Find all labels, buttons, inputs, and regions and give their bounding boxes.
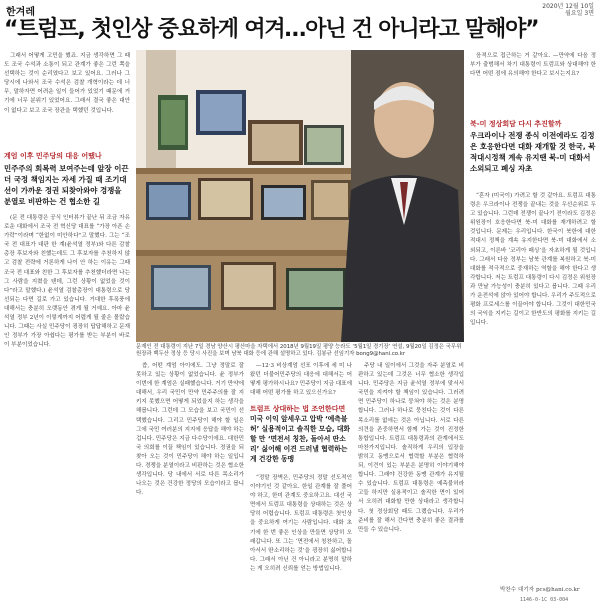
photo-caption-text: 문재인 전 대통령이 지난 7일 경남 양산시 평산마을 자택에서 2018년 9월19일 평양 능라도 ‘5월1일 경기장’ 연설, 9월20일 김정은 국무위원장과 백두산 정상 등 당시 사진을 보며 남북 대화 등에 관해 설명하고 있다.: [136, 344, 462, 357]
masthead: 한겨레: [6, 7, 35, 18]
subhead-north-us-summit: 북-미 정상회담 다시 추진할까: [470, 120, 562, 128]
column-6: [470, 52, 596, 114]
column-6-text: 음적으로 접근하는 거 같아요. —만약에 다음 정부가 출범해서 차기 대통령이 트럼프와 상대해야 한다면 어떤 점에 유의해야 한다고 보시는지요?: [470, 53, 596, 78]
reporter-credit: 박찬수 대기자 pcs@hani.co.kr: [500, 587, 580, 593]
column-1-text-2: (문 전 대통령은 공식 인터뷰가 끝난 뒤 조금 자유로운 대화에서 조국 전 혁신당 대표를 “가장 아픈 손가락”이라며 “한없이 미안하다”고 말했다. 그는 “조국 전 대표가 대판 한 계(윤석열 정부)와 다른 감찰총장 후보자와 친했는데도 그 후보자를 추천하지 않고 검찰 전략에 거론하게 나이 안 하는 이유는 그때 조국 전 대표와 친한 그 후보자를 추천했더라면 나는 그 사람을 지켰을 텐데, 그런 상황이 없었을 것이다”라고 말했다.) 윤석열 검찰총장이 대통령으로 당선되는 다면 길로 가고 있습니다. 거대한 후폭풍에 대해서는 충분히 오랫동안 겪게 될 거예요. 아마 윤석열 정부 2년이 이렇게까지 어렵게 될 줄은 몰랐습니다. 그때는 사실 민주당이 굉장히 답답해하고 문재인 정부가 가장 아쉽다는 평가를 받는 부분이 바로 이 부분이었습니다.: [4, 215, 130, 349]
page-date: 2020년 12월 10일: [542, 3, 594, 10]
column-1-text: 그래서 어떻게 고민을 했죠. 지금 생각하면 그 때도 조국 수석과 소통이 되고 관계가 좋은 그런 쪽을 선택하는 것이 순리였다고 보고 있어요. 그러나 그 당시에 나와서 조국 수석은 검찰 개혁이라는 데 너무, 말하자면 어려운 일이 들어가 있었기 때문에 거기에 너무 분위기 있었어요. 그래서 결국 좋은 대안이 없다고 보고 조국 장관을 택했던 것입니다.: [4, 53, 130, 114]
photo-caption: [136, 344, 464, 358]
column-4-text: —12·3 비상계엄 선포 이후에 세 미 나왔던 더불어민주당의 대응에 대해서는 어떻게 평가하시나요? 민주당이 지금 대표에 대해 어떤 평가를 하고 있으신가요?: [250, 363, 352, 397]
interview-photo: [136, 50, 464, 342]
column-1: [4, 52, 130, 144]
photo-credit: 김봉규 선임기자 bong9@hani.co.kr: [316, 351, 406, 357]
column-4-text-2: “정말 장벽은, 민주당의 정말 선도적인 이야기인 것 같아요. 한일 관계를 잘 풀어야 하고, 한미 관계도 중요하고요. 대선 국면에서 트럼프 대통령을 상대하는 것은 상당히 어렵습니다. 트럼프 대통령은 첫인상을 중요하게 여기는 사람입니다. 대화 초기에 한 번 좋은 인상을 만들면 상당히 오래갑니다. 또 그는 ‘면전에서 칭찬하고, 돌아서서 딴소리하는 것’을 굉장히 싫어합니다. 그래서 아닌 건 아니라고 분명히 말하는 게 오히려 신뢰를 얻는 방법입니다.: [250, 475, 352, 572]
subhead-martial-law: 계엄 이후 민주당의 대응 어땠나: [4, 152, 102, 160]
subhead-trump: 트럼프 상대하는 법 조언한다면: [250, 405, 346, 413]
column-6-text-2: “혼자 (미국이) 가려고 할 것 같아요. 트럼프 대통령은 우크라이나 전쟁을 끝내는 것을 우선순위로 두고 있습니다. 그런데 전쟁이 끝나기 전이라도 김정은 위원장이 호응한다면 북-미 대화를 재개하려고 할 것입니다. 문제는 우리입니다. 한국이 북한에 대한 적대시 정책을 계속 유지한다면 북-미 대화에서 소외되고, 이른바 ‘코리아 패싱’을 자초하게 될 것입니다. 그래서 다음 정부는 남북 관계를 복원하고 북-미 대화를 적극적으로 중재하는 역할을 해야 한다고 생각합니다. 저는 트럼프 대통령이 다시 김정은 위원장과 만날 가능성이 충분히 있다고 봅니다. 그때 우리가 운전석에 앉아 있어야 합니다. 우리가 주도적으로 평화 프로세스를 이끌어야 합니다. 그것이 대한민국의 국익을 지키는 길이고 한반도의 평화를 지키는 길입니다.: [470, 193, 596, 327]
column-1-continued: [4, 214, 130, 596]
column-4-continued: [250, 474, 352, 596]
column-3-text: 씁, 어떤 계엄 아이에도. 그냥 정말로 잘 못하고 있는 상황이 없었습니다. 윤 정부가 이번에 한 계엄은 실패했습니다. 거기 만약에 대해서, 우리 국민이 만약 민주주의를 잘 지키지 못했으면 어떻게 되었을지 하는 생각을 해봅니다. 그런데 그 모습을 보고 국민이 선택했습니다. 그리고 민주당이 해야 할 일은 그에 국민 여러분의 지지에 응답을 해야 하는 겁니다. 민주당은 지금 다수당이에요. 대한민국 의회를 이끌 책임이 있습니다. 정권을 되찾아 오는 것이 민주당이 해야 하는 일입니다. 경쟁을 분열이라고 비판하는 것은 협소한 생각입니다. 당 내에서 서로 다른 목소리가 나오는 것은 건강한 정당의 모습이라고 봅니다.: [136, 363, 244, 497]
page-footer-code: 1146-0-1C 03-004: [520, 597, 569, 603]
page-section: 월요일 3면: [565, 10, 594, 17]
pull-quote-democratic-party: 민주주의 회복력 보여주는데 앞장 이끈 더 국정 책임지는 자세 가질 때 조기대선이 가까운 정권 되찾아와야 경쟁을 분열로 비판하는 건 협소한 길: [4, 164, 129, 206]
pull-quote-north-us: 우크라이나 전쟁 종식 이전에라도 김정은 호응한다면 대화 재개할 것 한국, 북 적대시정책 계속 유지땐 북-미 대화서 소외되고 폐싱 자초: [470, 131, 596, 173]
column-3: [136, 362, 244, 596]
column-6-continued: [470, 192, 596, 582]
headline: “트럼프, 첫인상 중요하게 여겨…아닌 건 아니라고 말해야”: [4, 17, 539, 42]
column-5-text: 주당 내 일이에서 그것을 자주 분열로 비판하고 있는데 그것은 너무 협소한 생각입니다. 민주당은 지금 윤석열 정부에 맞서서 국민을 지켜야 할 책임이 있습니다. 그러려면 민주당이 하나로 뭉쳐야 하는 것은 분명합니다. 그러나 하나로 뭉친다는 것이 다른 목소리를 없애는 것은 아닙니다. 서로 다른 의견을 존중하면서 함께 가는 것이 진정한 통합입니다. 트럼프 대통령과의 관계에서도 마찬가지입니다. 솔직하게 우리의 입장을 밝히고 동맹으로서 협력할 부분은 협력하되, 이견이 있는 부분은 분명히 이야기해야 합니다. 그래야 건강한 동맹 관계가 유지될 수 있습니다. 트럼프 대통령은 예측불허라고들 하지만 실용적이고 솔직한 면이 있어서 오히려 대화할 만한 상대라고 생각합니다. 첫 정상회담 때도 그랬습니다. 우리가 준비를 잘 해서 간다면 충분히 좋은 결과를 만들 수 있습니다.: [358, 363, 464, 533]
pull-quote-trump: 미국 이익 앞세우고 압박 ‘예측불허’ 실용적이고 솔직한 모습, 대화할 만 ‘면전서 칭찬, 돌아서 딴소리’ 싫어해 이견 드러낼 협력하는 게 건강한 동맹: [250, 415, 350, 463]
photo-illustration: [136, 50, 464, 342]
column-5: [358, 362, 464, 596]
column-4: [250, 362, 352, 402]
